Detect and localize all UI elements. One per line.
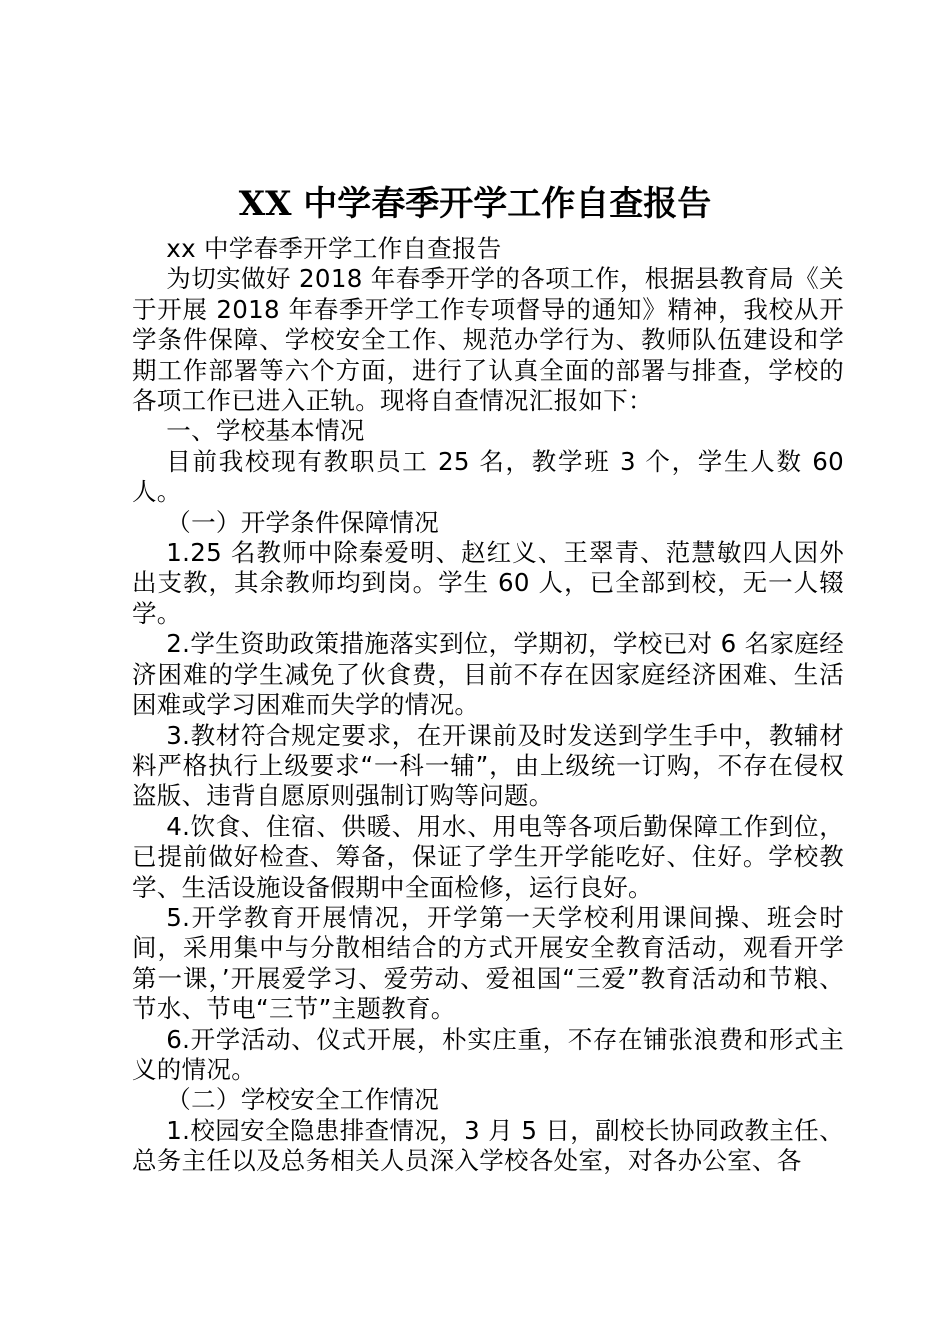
- list-item-paragraph: 5.开学教育开展情况，开学第一天学校利用课间操、班会时间，采用集中与分散相结合的方式开展安全教育活动，观看开学第一课，’开展爱学习、爱劳动、爱祖国“三爱”教育活动和节粮、节水、节电“三节”主题教育。: [132, 902, 844, 1024]
- list-item-paragraph: 3.教材符合规定要求，在开课前及时发送到学生手中，教辅材料严格执行上级要求“一科一辅”，由上级统一订购，不存在侵权盗版、违背自愿原则强制订购等问题。: [132, 720, 844, 811]
- list-item-paragraph: 2.学生资助政策措施落实到位，学期初，学校已对 6 名家庭经济困难的学生减免了伙食费，目前不存在因家庭经济困难、生活困难或学习困难而失学的情况。: [132, 629, 844, 720]
- list-item-paragraph: 4.饮食、住宿、供暖、用水、用电等各项后勤保障工作到位，已提前做好检查、筹备，保证了学生开学能吃好、住好。学校教学、生活设施设备假期中全面检修，运行良好。: [132, 811, 844, 902]
- intro-paragraph: 为切实做好 2018 年春季开学的各项工作，根据县教育局《关于开展 2018 年春季开学工作专项督导的通知》精神，我校从开学条件保障、学校安全工作、规范办学行为、教师队伍建设和学期工作部署等六个方面，进行了认真全面的部署与排查，学校的各项工作已进入正轨。现将自查情况汇报如下：: [132, 264, 844, 416]
- list-item-paragraph: 1.校园安全隐患排查情况，3 月 5 日，副校长协同政教主任、总务主任以及总务相关人员深入学校各处室，对各办公室、各: [132, 1115, 844, 1176]
- document-body: [132, 234, 844, 1177]
- subsection-heading: （一）开学条件保障情况: [166, 507, 440, 537]
- subsection-heading: （二）学校安全工作情况: [166, 1085, 440, 1115]
- list-item-paragraph: 6.开学活动、仪式开展，朴实庄重，不存在铺张浪费和形式主义的情况。: [132, 1024, 844, 1084]
- list-item-paragraph: 1.25 名教师中除秦爱明、赵红义、王翠青、范慧敏四人因外出支教，其余教师均到岗。学生 60 人，已全部到校，无一人辍学。: [132, 538, 844, 628]
- document-title: XX 中学春季开学工作自查报告: [238, 184, 712, 224]
- body-paragraph: 目前我校现有教职员工 25 名，教学班 3 个，学生人数 60 人。: [132, 446, 844, 507]
- section-heading: 一、学校基本情况: [166, 416, 365, 446]
- subtitle-paragraph: xx 中学春季开学工作自查报告: [166, 234, 502, 263]
